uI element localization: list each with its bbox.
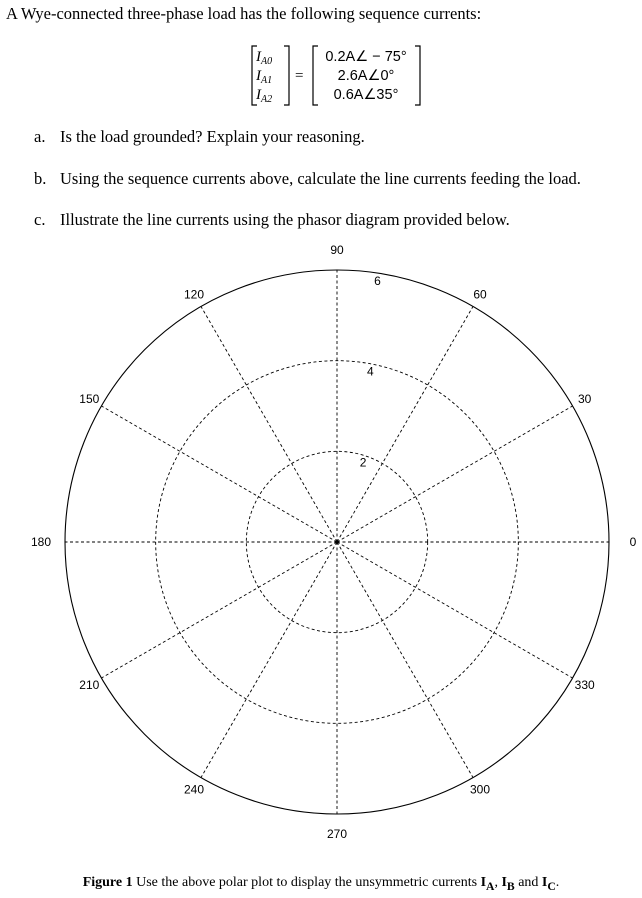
sequence-current-equation [246, 44, 436, 108]
polar-spoke-150 [101, 406, 337, 542]
angle-tick-label-0: 0 [629, 535, 637, 549]
angle-tick-label-60: 60 [473, 287, 487, 302]
problem-intro: A Wye-connected three-phase load has the following sequence currents: [6, 4, 482, 23]
lhs-row-0: $I_{A0}$ [256, 49, 273, 67]
polar-spoke-300 [337, 542, 473, 778]
question-a-text: Is the load grounded? Explain your reasoning. [60, 127, 365, 146]
caption-current-c: $I_C$ [541, 875, 556, 893]
radial-tick-label-4: 4 [366, 364, 374, 379]
polar-spoke-120 [201, 306, 337, 542]
question-b-text: Using the sequence currents above, calculate the line currents feeding the load. [60, 169, 581, 188]
question-c [34, 210, 510, 230]
angle-tick-label-270: 270 [326, 827, 348, 841]
polar-phasor-plot [0, 232, 642, 862]
rhs-row-1: 2.6A∠0° [337, 68, 395, 84]
polar-spoke-240 [201, 542, 337, 778]
angle-tick-label-330: 330 [574, 678, 595, 692]
lhs-right-bracket [284, 46, 289, 105]
angle-tick-label-120: 120 [183, 287, 205, 302]
angle-tick-label-210: 210 [79, 678, 100, 692]
rhs-row-2: 0.6A∠35° [333, 87, 399, 103]
lhs-row-2: $I_{A2}$ [256, 87, 273, 105]
polar-spoke-30 [337, 406, 573, 542]
caption-current-a: $I_A$ [480, 875, 495, 893]
equals-sign: = [295, 68, 304, 84]
angle-tick-label-90: 90 [330, 243, 344, 257]
lhs-row-1: $I_{A1}$ [256, 68, 273, 86]
caption-text: Use the above polar plot to display the unsymmetric currents [132, 875, 481, 890]
question-b [34, 169, 581, 189]
radial-tick-label-6: 6 [374, 274, 381, 288]
rhs-left-bracket [313, 46, 318, 105]
rhs-row-0: 0.2A∠ − 75° [325, 49, 407, 65]
question-c-letter: c. [34, 210, 46, 229]
angle-tick-label-30: 30 [578, 392, 592, 406]
polar-spoke-330 [337, 542, 573, 678]
radial-tick-label-2: 2 [359, 455, 367, 470]
angle-tick-label-300: 300 [469, 782, 491, 797]
question-c-text: Illustrate the line currents using the phasor diagram provided below. [60, 210, 510, 229]
polar-spoke-60 [337, 306, 473, 542]
caption-current-b: $I_B$ [501, 875, 515, 893]
angle-tick-label-150: 150 [79, 392, 100, 406]
angle-tick-label-240: 240 [183, 782, 205, 797]
question-a [34, 127, 365, 147]
polar-spoke-210 [101, 542, 337, 678]
figure-label: Figure 1 [82, 875, 133, 890]
rhs-right-bracket [415, 46, 420, 105]
question-b-letter: b. [34, 169, 47, 188]
angle-tick-label-180: 180 [30, 535, 52, 549]
figure-caption: Figure 1 Use the above polar plot to display the unsymmetric currents $I_A$, $I_B$ and $I_C$. [82, 875, 560, 893]
question-a-letter: a. [34, 127, 46, 146]
